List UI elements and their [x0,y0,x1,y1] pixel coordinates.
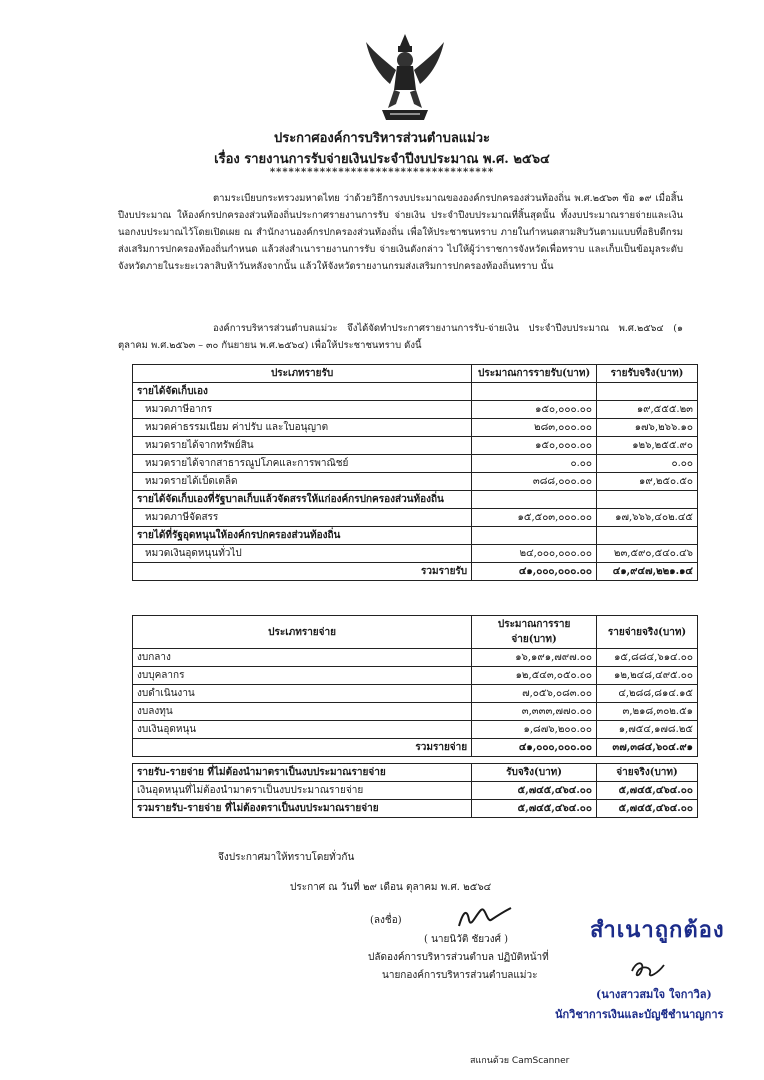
row-label: เงินอุดหนุนที่ไม่ต้องนำมาตราเป็นงบประมาณรายจ่าย [133,782,472,800]
column-header: รับจริง(บาท) [472,764,597,782]
total-estimate: ๔๑,๐๐๐,๐๐๐.๐๐ [472,563,597,581]
document-title: ประกาศองค์การบริหารส่วนตำบลแม่วะ [273,131,491,146]
expense-table [132,615,698,757]
row-estimate: ๑๕๐,๐๐๐.๐๐ [472,437,597,455]
sign-label: (ลงชื่อ) [370,915,402,926]
column-header: ประเภทรายรับ [133,365,472,383]
row-estimate: ๒๔,๐๐๐,๐๐๐.๐๐ [472,545,597,563]
column-header: รายรับจริง(บาท) [597,365,698,383]
table-row [133,545,698,563]
row-estimate: ๒๘๓,๐๐๐.๐๐ [472,419,597,437]
column-header: รายรับ-รายจ่าย ที่ไม่ต้องนำมาตราเป็นงบประมาณรายจ่าย [133,764,472,782]
table-group-row [133,383,698,401]
column-header: รายจ่ายจริง(บาท) [597,616,698,649]
table-row [133,473,698,491]
row-actual: ๑๒,๒๔๘,๔๙๕.๐๐ [597,667,698,685]
row-actual: ๑๙,๕๕๕.๒๓ [597,401,698,419]
row-label: งบบุคลากร [133,667,472,685]
garuda-emblem-icon [360,30,450,125]
table-total-row [133,739,698,757]
certifier-position: นักวิชาการเงินและบัญชีชำนาญการ [555,1008,724,1021]
table-row [133,509,698,527]
row-estimate: ๓,๓๓๓,๗๗๐.๐๐ [472,703,597,721]
row-estimate: ๑๒,๕๔๓,๐๕๐.๐๐ [472,667,597,685]
row-label: หมวดภาษีจัดสรร [133,509,472,527]
certified-copy-stamp: สำเนาถูกต้อง [590,917,725,943]
table-total-row [133,800,698,818]
table-row [133,401,698,419]
signer-position: ปลัดองค์การบริหารส่วนตำบล ปฏิบัติหน้าที่ [368,952,549,963]
row-actual: ๑๗,๖๖๖,๔๐๒.๔๕ [597,509,698,527]
row-label: หมวดเงินอุดหนุนทั่วไป [133,545,472,563]
income-table [132,364,698,581]
column-header: ประมาณการรายจ่าย(บาท) [472,616,597,649]
table-row [133,703,698,721]
table-header-row [133,616,698,649]
total-label: รวมรายรับ [133,563,472,581]
total-label: รวมรายจ่าย [133,739,472,757]
table-row [133,667,698,685]
certifier-name: (นางสาวสมใจ ใจกาวิล) [596,988,712,1001]
announcement-date: ประกาศ ณ วันที่ ๒๙ เดือน ตุลาคม พ.ศ. ๒๕๖๔ [290,882,492,893]
table-total-row [133,563,698,581]
group-label: รายได้จัดเก็บเอง [133,383,472,401]
row-estimate: ๑,๘๗๖,๒๐๐.๐๐ [472,721,597,739]
row-label: หมวดรายได้จากสาธารณูปโภคและการพาณิชย์ [133,455,472,473]
column-header: ประมาณการรายรับ(บาท) [472,365,597,383]
row-label: งบดำเนินงาน [133,685,472,703]
total-actual: ๔๑,๙๔๗,๒๒๑.๑๔ [597,563,698,581]
table-header-row [133,365,698,383]
group-label: รายได้ที่รัฐอุดหนุนให้องค์กรปกครองส่วนท้องถิ่น [133,527,472,545]
table-group-row [133,491,698,509]
scanner-watermark: สแกนด้วย CamScanner [470,1056,570,1066]
row-actual: ๐.๐๐ [597,455,698,473]
signer-position: นายกองค์การบริหารส่วนตำบลแม่วะ [382,970,538,981]
row-estimate: ๑๕,๕๐๓,๐๐๐.๐๐ [472,509,597,527]
column-header: ประเภทรายจ่าย [133,616,472,649]
total-received: ๕,๗๔๕,๔๖๔.๐๐ [472,800,597,818]
row-estimate: ๓๘๘,๐๐๐.๐๐ [472,473,597,491]
row-paid: ๕,๗๔๕,๔๖๔.๐๐ [597,782,698,800]
total-actual: ๓๗,๓๘๔,๖๐๔.๙๑ [597,739,698,757]
table-row [133,721,698,739]
table-header-row [133,764,698,782]
group-label: รายได้จัดเก็บเองที่รัฐบาลเก็บแล้วจัดสรรให้แก่องค์กรปกครองส่วนท้องถิ่น [133,491,472,509]
row-actual: ๑๗๖,๒๖๖.๑๐ [597,419,698,437]
row-estimate: ๑๕๐,๐๐๐.๐๐ [472,401,597,419]
column-header: จ่ายจริง(บาท) [597,764,698,782]
table-row [133,782,698,800]
off-budget-table [132,763,698,818]
title-divider: ************************************ [269,167,495,178]
table-row [133,455,698,473]
total-estimate: ๔๑,๐๐๐,๐๐๐.๐๐ [472,739,597,757]
signature-icon [455,902,515,930]
table-row [133,685,698,703]
table-row [133,649,698,667]
signer-name: ( นายนิวัติ ชัยวงศ์ ) [424,934,509,945]
row-received: ๕,๗๔๕,๔๖๔.๐๐ [472,782,597,800]
row-estimate: ๗,๐๕๖,๐๘๓.๐๐ [472,685,597,703]
row-label: หมวดภาษีอากร [133,401,472,419]
row-actual: ๔,๒๘๘,๘๑๔.๑๕ [597,685,698,703]
table-row [133,419,698,437]
announcement-paragraph: องค์การบริหารส่วนตำบลแม่วะ จึงได้จัดทำประกาศรายงานการรับ-จ่ายเงิน ประจำปีงบประมาณ พ.ศ.๒๕๖๔ (๑ ตุลาคม พ.ศ.๒๕๖๓ – ๓๐ กันยายน พ.ศ.๒๕๖๔) เพื่อให้ประชาชนทราบ ดังนี้ [118,323,683,351]
table-group-row [133,527,698,545]
row-label: หมวดค่าธรรมเนียม ค่าปรับ และใบอนุญาต [133,419,472,437]
row-actual: ๒๓,๕๙๐,๕๔๐.๔๖ [597,545,698,563]
row-actual: ๓,๒๑๘,๓๐๒.๕๑ [597,703,698,721]
row-label: งบกลาง [133,649,472,667]
row-actual: ๑,๗๕๔,๑๗๘.๒๕ [597,721,698,739]
row-estimate: ๐.๐๐ [472,455,597,473]
row-estimate: ๑๖,๑๙๑,๗๙๗.๐๐ [472,649,597,667]
total-label: รวมรายรับ-รายจ่าย ที่ไม่ต้องตราเป็นงบประมาณรายจ่าย [133,800,472,818]
closing-announcement: จึงประกาศมาให้ทราบโดยทั่วกัน [218,852,355,863]
document-subject: เรื่อง รายงานการรับจ่ายเงินประจำปีงบประมาณ พ.ศ. ๒๕๖๔ [214,152,550,167]
signature-icon [628,957,668,981]
row-actual: ๑๕,๘๘๔,๖๑๔.๐๐ [597,649,698,667]
table-row [133,437,698,455]
intro-paragraph: ตามระเบียบกระทรวงมหาดไทย ว่าด้วยวิธีการงบประมาณขององค์กรปกครองส่วนท้องถิ่น พ.ศ.๒๕๖๓ ข้อ ๑๙ เมื่อสิ้นปีงบประมาณ ให้องค์กรปกครองส่วนท้องถิ่นประกาศรายงานการรับ จ่ายเงิน ประจำปีงบประมาณที่สิ้นสุดนั้น ทั้งงบประมาณรายจ่ายและเงินนอกงบประมาณไว้โดยเปิดเผย ณ สำนักงานองค์กรปกครองส่วนท้องถิ่น เพื่อให้ประชาชนทราบ ภายในกำหนดสามสิบวันตามแบบที่อธิบดีกรมส่งเสริมการปกครองท้องถิ่นกำหนด แล้วส่งสำเนารายงานการรับ จ่ายเงินดังกล่าว ไปให้ผู้ว่าราชการจังหวัดเพื่อทราบ และเก็บเป็นข้อมูลระดับจังหวัดภายในระยะเวลาสิบห้าวันหลังจากนั้น แล้วให้จังหวัดรายงานกรมส่งเสริมการปกครองท้องถิ่นทราบ นั้น [118,193,683,272]
row-label: หมวดรายได้จากทรัพย์สิน [133,437,472,455]
total-paid: ๕,๗๔๕,๔๖๔.๐๐ [597,800,698,818]
row-actual: ๑๙,๒๕๐.๕๐ [597,473,698,491]
row-label: งบเงินอุดหนุน [133,721,472,739]
row-label: หมวดรายได้เบ็ดเตล็ด [133,473,472,491]
row-label: งบลงทุน [133,703,472,721]
row-actual: ๑๒๖,๒๕๕.๙๐ [597,437,698,455]
